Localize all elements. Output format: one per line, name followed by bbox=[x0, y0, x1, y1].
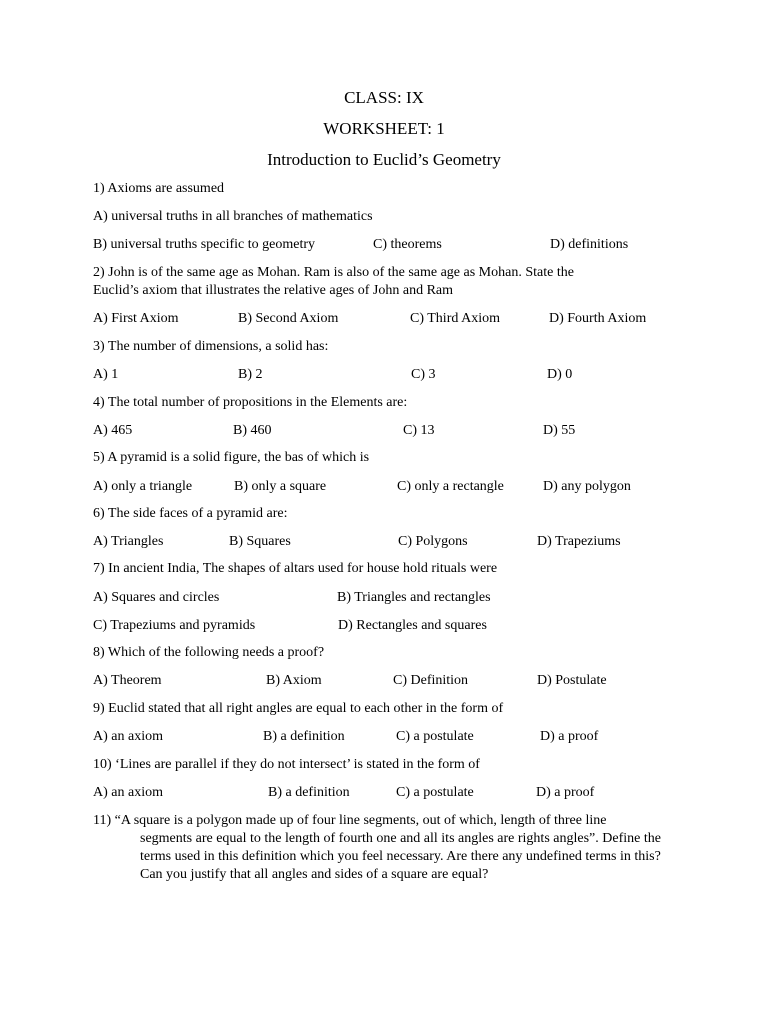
q3-option-b: B) 2 bbox=[238, 367, 263, 382]
q8-option-a: A) Theorem bbox=[93, 673, 162, 688]
q6-option-d: D) Trapeziums bbox=[537, 534, 621, 549]
q7-option-d: D) Rectangles and squares bbox=[338, 618, 487, 633]
topic-heading: Introduction to Euclid’s Geometry bbox=[267, 150, 501, 169]
question-7: 7) In ancient India, The shapes of altars used for house hold rituals were bbox=[93, 561, 498, 576]
q1-option-d: D) definitions bbox=[550, 237, 629, 252]
q3-option-d: D) 0 bbox=[547, 367, 573, 382]
q7-option-a: A) Squares and circles bbox=[93, 590, 220, 605]
q5-option-c: C) only a rectangle bbox=[397, 479, 504, 494]
q6-option-b: B) Squares bbox=[229, 534, 291, 549]
q7-option-b: B) Triangles and rectangles bbox=[337, 590, 491, 605]
question-3: 3) The number of dimensions, a solid has: bbox=[93, 339, 329, 354]
q9-option-a: A) an axiom bbox=[93, 729, 163, 744]
q4-option-d: D) 55 bbox=[543, 423, 576, 438]
q10-option-a: A) an axiom bbox=[93, 785, 163, 800]
q9-option-c: C) a postulate bbox=[396, 729, 474, 744]
q10-option-d: D) a proof bbox=[536, 785, 595, 800]
q8-option-d: D) Postulate bbox=[537, 673, 607, 688]
q1-option-c: C) theorems bbox=[373, 237, 442, 252]
q1-option-b: B) universal truths specific to geometry bbox=[93, 237, 315, 252]
question-11: 11) “A square is a polygon made up of four line segments, out of which, length of three line bbox=[93, 813, 607, 828]
q2-option-d: D) Fourth Axiom bbox=[549, 311, 647, 326]
q2-option-c: C) Third Axiom bbox=[410, 311, 500, 326]
question-1: 1) Axioms are assumed bbox=[93, 181, 225, 196]
q5-option-d: D) any polygon bbox=[543, 479, 631, 494]
q8-option-b: B) Axiom bbox=[266, 673, 322, 688]
question-4: 4) The total number of propositions in the Elements are: bbox=[93, 395, 408, 410]
q1-option-a: A) universal truths in all branches of mathematics bbox=[93, 209, 373, 224]
q8-option-c: C) Definition bbox=[393, 673, 469, 688]
q6-option-a: A) Triangles bbox=[93, 534, 164, 549]
q5-option-a: A) only a triangle bbox=[93, 479, 193, 494]
q9-option-b: B) a definition bbox=[263, 729, 345, 744]
q6-option-c: C) Polygons bbox=[398, 534, 468, 549]
q3-option-c: C) 3 bbox=[411, 367, 436, 382]
worksheet-heading: WORKSHEET: 1 bbox=[323, 119, 445, 138]
class-heading: CLASS: IX bbox=[344, 88, 424, 107]
question-6: 6) The side faces of a pyramid are: bbox=[93, 506, 288, 521]
question-9: 9) Euclid stated that all right angles are equal to each other in the form of bbox=[93, 701, 504, 716]
q5-option-b: B) only a square bbox=[234, 479, 327, 494]
question-2-cont: Euclid’s axiom that illustrates the relative ages of John and Ram bbox=[93, 283, 454, 298]
q4-option-c: C) 13 bbox=[403, 423, 435, 438]
q3-option-a: A) 1 bbox=[93, 367, 119, 382]
q2-option-a: A) First Axiom bbox=[93, 311, 179, 326]
question-10: 10) ‘Lines are parallel if they do not intersect’ is stated in the form of bbox=[93, 757, 480, 772]
question-2: 2) John is of the same age as Mohan. Ram is also of the same age as Mohan. State the bbox=[93, 265, 574, 280]
q7-option-c: C) Trapeziums and pyramids bbox=[93, 618, 256, 633]
q9-option-d: D) a proof bbox=[540, 729, 599, 744]
question-8: 8) Which of the following needs a proof? bbox=[93, 645, 325, 660]
q2-option-b: B) Second Axiom bbox=[238, 311, 339, 326]
q10-option-b: B) a definition bbox=[268, 785, 350, 800]
q10-option-c: C) a postulate bbox=[396, 785, 474, 800]
question-5: 5) A pyramid is a solid figure, the bas of which is bbox=[93, 450, 370, 465]
q4-option-b: B) 460 bbox=[233, 423, 272, 438]
q4-option-a: A) 465 bbox=[93, 423, 133, 438]
question-11-cont: segments are equal to the length of fourth one and all its angles are rights angles”. Define the terms used in this definition which you feel necessary. Are there any undefined terms in this? Can you justify that all angles and sides of a square are equal? bbox=[140, 831, 661, 882]
